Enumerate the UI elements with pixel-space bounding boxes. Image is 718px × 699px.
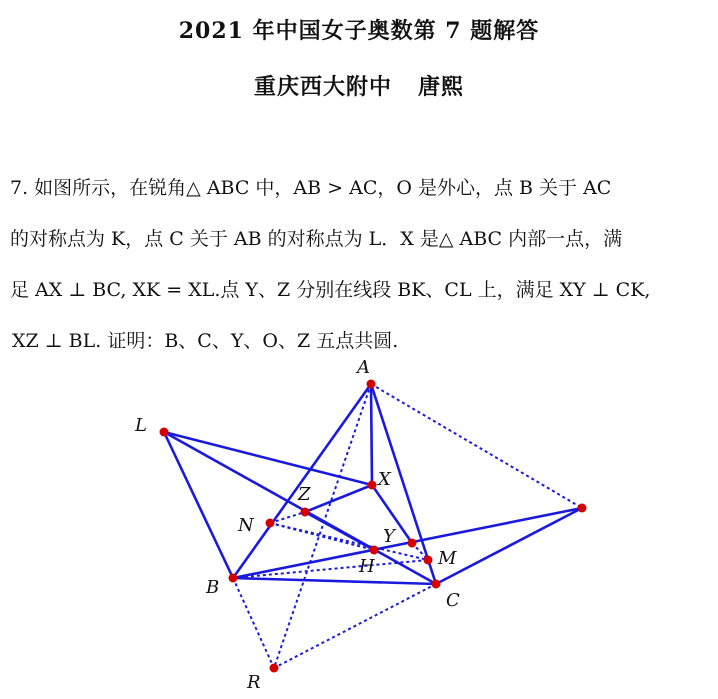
point-C xyxy=(432,580,441,589)
point-labels xyxy=(134,357,460,693)
label-Z: Z xyxy=(298,484,311,505)
document-title: 2021 年中国女子奥数第 7 题解答 xyxy=(178,18,540,44)
dashed-segment-BR xyxy=(233,578,274,668)
segment-XZ xyxy=(305,485,372,512)
label-M: M xyxy=(438,548,457,569)
problem-line-3: 足 AX ⊥ BC, XK = XL.点 Y、Z 分别在线段 BK、CL 上，满足 XY ⊥ CK, xyxy=(10,279,651,301)
label-B: B xyxy=(206,577,220,598)
label-Y: Y xyxy=(383,526,395,547)
label-X: X xyxy=(378,469,391,490)
label-H: H xyxy=(359,556,375,577)
point-M xyxy=(424,556,433,565)
label-C: C xyxy=(446,590,460,611)
point-K xyxy=(578,504,587,513)
point-X xyxy=(368,481,377,490)
point-A xyxy=(367,380,376,389)
problem-line-2: 的对称点为 K，点 C 关于 AB 的对称点为 L．X 是△ ABC 内部一点，满 xyxy=(10,228,623,250)
points xyxy=(160,380,587,673)
label-R: R xyxy=(247,672,261,693)
segment-LB xyxy=(164,432,233,578)
point-H xyxy=(370,546,379,555)
dashed-segment-AR xyxy=(274,384,371,668)
point-L xyxy=(160,428,169,437)
dashed-segment-AK xyxy=(371,384,582,508)
segment-BC xyxy=(233,578,436,584)
label-L: L xyxy=(135,415,147,436)
problem-line-4: XZ ⊥ BL. 证明：B、C、Y、O、Z 五点共圆. xyxy=(12,330,399,352)
point-Z xyxy=(301,508,310,517)
segment-LX xyxy=(164,432,372,485)
segment-AX xyxy=(371,384,372,485)
point-N xyxy=(266,519,275,528)
author-line: 重庆西大附中 唐熙 xyxy=(254,74,464,100)
dashed-segments xyxy=(233,384,582,668)
segment-CK xyxy=(436,508,582,584)
point-R xyxy=(270,664,279,673)
point-B xyxy=(229,574,238,583)
point-Y xyxy=(408,539,417,548)
label-A: A xyxy=(357,357,370,378)
label-N: N xyxy=(238,515,254,536)
problem-line-1: 7. 如图所示，在锐角△ ABC 中，AB > AC，O 是外心，点 B 关于 AC xyxy=(10,177,612,199)
